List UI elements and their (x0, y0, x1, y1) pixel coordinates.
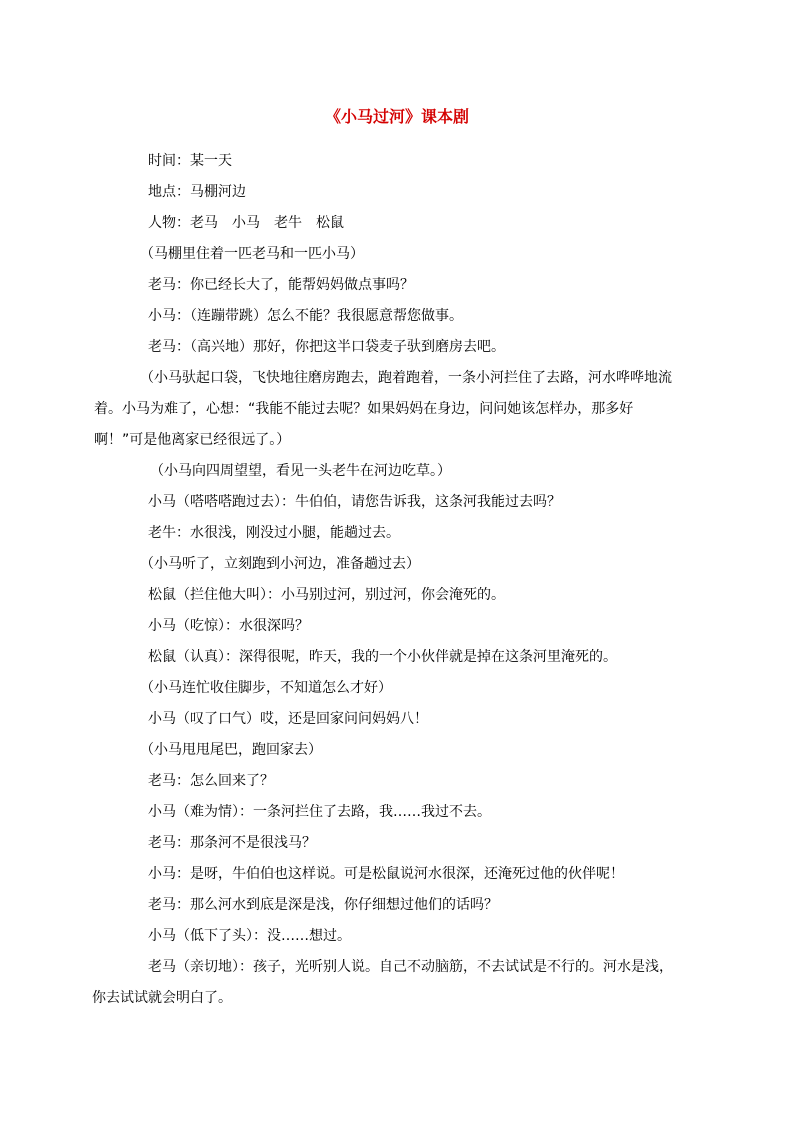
dialogue-line: 小马：（连蹦带跳）怎么不能？我很愿意帮您做事。 (148, 308, 463, 324)
dialogue-line: 小马（叹了口气）哎，还是回家问问妈妈八！ (148, 711, 428, 727)
stage-direction: （小马向四周望望，看见一头老牛在河边吃草。） (150, 463, 451, 479)
script-body (92, 146, 676, 1014)
stage-direction: （小马连忙收住脚步，不知道怎么才好） (140, 680, 392, 696)
dialogue-line: 老马：那么河水到底是深是浅，你仔细想过他们的话吗？ (148, 897, 498, 913)
page-title: 《小马过河》课本剧 (324, 107, 469, 126)
dialogue-line: 松鼠（认真）：深得很呢，昨天，我的一个小伙伴就是掉在这条河里淹死的。 (148, 649, 617, 665)
dialogue-line: 老马：（高兴地）那好，你把这半口袋麦子驮到磨房去吧。 (148, 339, 505, 355)
dialogue-line: 老马（亲切地）：孩子，光听别人说。自己不动脑筋，不去试试是不行的。河水是浅，你去试试就会明白了。 (92, 959, 673, 1006)
stage-direction: （小马驮起口袋，飞快地往磨房跑去，跑着跑着，一条小河拦住了去路，河水哗哗地流着。小马为难了，心想：“我能不能过去呢？如果妈妈在身边，问问她该怎样办，那多好啊！”可是他离家已经很远了。） (94, 370, 672, 448)
stage-direction: （马棚里住着一匹老马和一匹小马） (140, 246, 364, 262)
dialogue-line: 小马（吃惊）：水很深吗？ (148, 618, 309, 634)
dialogue-line: 老牛：水很浅，刚没过小腿，能趟过去。 (148, 525, 400, 541)
dialogue-line: 老马：你已经长大了，能帮妈妈做点事吗？ (148, 277, 414, 293)
stage-direction: （小马甩甩尾巴，跑回家去） (140, 742, 322, 758)
dialogue-line: 小马（难为情）：一条河拦住了去路，我……我过不去。 (148, 804, 491, 820)
dialogue-line: 小马（低下了头）：没……想过。 (148, 928, 351, 944)
dialogue-line: 老马：那条河不是很浅马？ (148, 835, 316, 851)
setting-time: 时间：某一天 (148, 153, 232, 169)
dialogue-line: 松鼠（拦住他大叫）：小马别过河，别过河，你会淹死的。 (148, 587, 505, 603)
setting-place: 地点：马棚河边 (148, 184, 246, 200)
dialogue-line: 小马：是呀，牛伯伯也这样说。可是松鼠说河水很深，还淹死过他的伙伴呢！ (148, 866, 624, 882)
dialogue-line: 小马（嗒嗒嗒跑过去）：牛伯伯，请您告诉我，这条河我能过去吗？ (148, 494, 561, 510)
setting-characters: 人物：老马 小马 老牛 松鼠 (148, 215, 344, 231)
dialogue-line: 老马：怎么回来了？ (148, 773, 274, 789)
stage-direction: （小马听了，立刻跑到小河边，准备趟过去） (140, 556, 420, 572)
